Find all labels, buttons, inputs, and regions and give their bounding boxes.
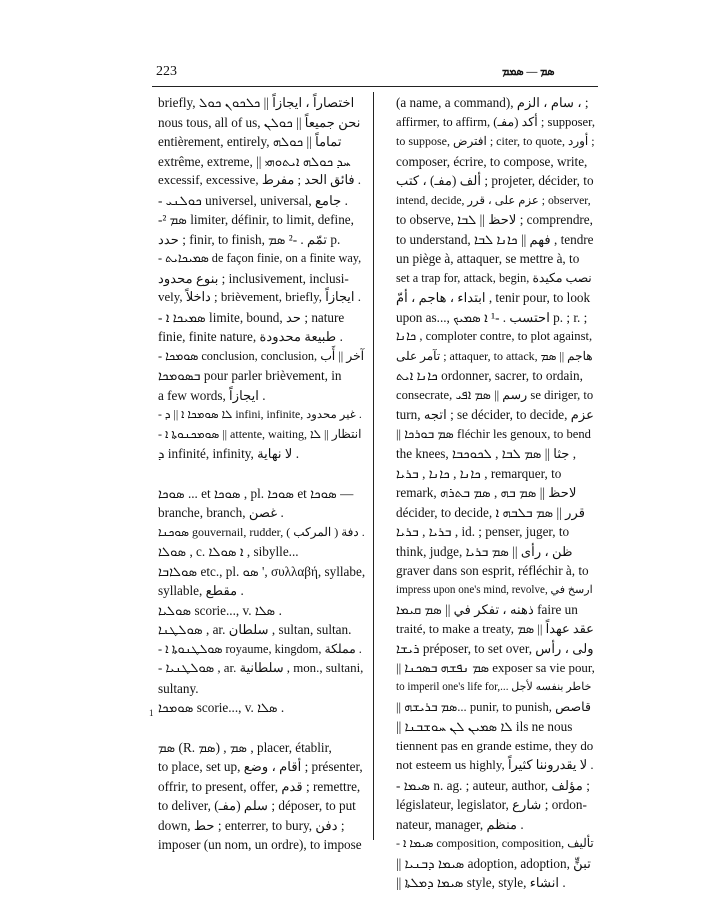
right-line: to understand, فهم || ܟܐܢܐ ܠܒܐ , tendre <box>396 231 594 247</box>
left-line: بنوع محدود ; inclusivement, inclusi- <box>158 270 349 286</box>
running-head: ܣܡ — ܣܡܡ <box>502 66 555 78</box>
right-line: nateur, manager, منظم . <box>396 816 524 832</box>
right-line: ܟܐܢܐ , comploter contre, to plot against, <box>396 329 593 343</box>
right-line: not esteem us highly, لا يقدروننا كثيراً . <box>396 758 594 772</box>
column-divider <box>373 92 374 840</box>
left-line: - ܠܐ ܣܘܡܟܐ ܐ || ܕ infini, infinite, غير محدود . <box>158 408 362 421</box>
entry-gap <box>158 718 364 738</box>
left-line: ܣܘܟܐ ... et ܣܘܟܐ , pl. ܣܘܟܐ et ܣܘܟܐ — <box>158 485 354 501</box>
right-line: || ܣܡ ܒܪܝܫܗ... punir, to punish, قاصص <box>396 699 592 714</box>
right-line: législateur, legislator, شارع ; ordon- <box>396 797 587 812</box>
right-line: impress upon one's mind, revolve, ارسخ في <box>396 583 593 596</box>
right-line: turn, اتجه ; se décider, to decide, عزم <box>396 407 595 422</box>
right-line: ألف (مفـ) ، كتب ; projeter, décider, to <box>396 173 594 188</box>
left-line: حدد ; finir, to finish, تمّم . -² ܣܡ p. <box>158 231 341 247</box>
right-line: ܟܐܢܐ ܐܝܬ ordonner, sacrer, to ordain, <box>396 368 583 383</box>
right-column <box>396 93 594 893</box>
right-line: set a trap for, attack, begin, نصب مكيدة <box>396 270 592 285</box>
right-line: || ܣܝܡܐ ܕܡܠܬܐ style, style, انشاء . <box>396 875 566 890</box>
right-line: - ܣܝܡܐ ܐ composition, composition, تأليف <box>396 836 594 850</box>
right-line: || ܣܝܡܐ ܕܒܢܝܐ adoption, adoption, تبنٍّ <box>396 855 591 871</box>
left-line: - ܣܘܡܟܢܘܬܐ ܐ || attente, waiting, انتظار || ܠܐ <box>158 426 362 441</box>
left-line: extrême, extreme, || ܚܕ ܟܘܠܗ ܐܝܬܘܗܝ <box>158 153 351 169</box>
left-line: branche, branch, غصن . <box>158 505 284 520</box>
left-line: - ܣܘܡܟܐ conclusion, conclusion, آخر || أَب <box>158 348 365 363</box>
right-line: tiennent pas en grande estime, they do <box>396 738 594 753</box>
left-line: offrir, to present, offer, قدم ; remettre, <box>158 778 361 794</box>
left-line: imposer (un nom, un ordre), to impose <box>158 837 362 852</box>
left-line: entièrement, entirely, تماماً || ܟܘܠܗ <box>158 134 342 149</box>
left-line: nous tous, all of us, نحن جميعاً || ܟܘܠܢ <box>158 114 361 130</box>
right-line: ذهنه ، تفكر في || ܣܡ ܩܝܡܐ faire un <box>396 602 578 617</box>
left-line: - ܣܡܝܟܐܝܬ de façon finie, on a finite way, <box>158 251 362 265</box>
left-line: ܣܘܟܢܐ gouvernail, rudder, ( المركب ) دفة . <box>158 524 365 539</box>
right-line: traité, to make a treaty, عقد عهداً || ܣܡ <box>396 621 594 636</box>
left-line: ܣܘܠܝܐ scorie..., v. ܣܠܐ . <box>158 602 282 618</box>
left-line: to deliver, سلم (مفـ) ; déposer, to put <box>158 798 356 813</box>
right-line: composer, écrire, to compose, write, <box>396 153 588 169</box>
right-line: ܟܐܢܐ , ܟܐܢܐ , ܒܪܝܐ , remarquer, to <box>396 465 562 481</box>
header-rule <box>152 86 598 87</box>
right-line: || ܠܐ ܣܡܝܢ ܠܢ ܚܘܫܒܢܐ ils ne nous <box>396 719 573 734</box>
left-line: -² ܣܡ limiter, définir, to limit, define, <box>158 212 354 227</box>
left-line: ܒܣܘܡܟܐ pour parler brièvement, in <box>158 368 342 383</box>
left-line: - ܣܡܝܟܐ ܐ limite, bound, حد ; nature <box>158 309 345 325</box>
right-line: to suppose, افترض ; citer, to quote, أورد ; <box>396 134 595 148</box>
right-line: affirmer, to affirm, أكد (مفـ) ; supposer, <box>396 114 595 129</box>
left-line: vely, داخلاً ; brièvement, briefly, ايجازاً . <box>158 290 361 304</box>
left-line: - ܣܘܠܛܢܝܐ , ar. سلطانية , mon., sultani, <box>158 661 364 675</box>
left-line: ܣܘܡܟܐ scorie..., v. ܣܠܐ . <box>158 700 285 715</box>
right-line: graver dans son esprit, réfléchir à, to <box>396 563 589 578</box>
page-number: 223 <box>156 64 177 79</box>
left-line: briefly, اختصاراً ، ايجازاً || ܟܠܟܘܢ ܟܘܠ <box>158 95 355 110</box>
right-line: - ܣܝܡܐ n. ag. ; auteur, author, مؤلف ; <box>396 777 590 793</box>
right-line: (a name, a command), سام ، الزم ، ; <box>396 95 589 110</box>
right-line: intend, decide, عزم على ، قرر ; observer, <box>396 193 591 207</box>
left-line: down, حط ; enterrer, to bury, دفن ; <box>158 817 345 833</box>
homonym-marker: 1 <box>149 708 154 718</box>
right-line: ܪܝܫܐ préposer, to set over, ولى ، رأس <box>396 641 594 656</box>
right-line: || ܣܡ ܒܘܪܟܐ fléchir les genoux, to bend <box>396 426 591 441</box>
left-line: to place, set up, أقام ، وضع ; présenter, <box>158 759 363 774</box>
right-line: upon as..., احتسب . -¹ ܐ ܣܡܝܟ p. ; r. ; <box>396 309 588 325</box>
left-line: - ܣܘܠܛܢܘܬܐ ܐ royaume, kingdom, مملكة . <box>158 641 362 656</box>
right-line: ابتداء ، هاجم ، أمّ , tenir pour, to look <box>396 290 591 305</box>
left-line: ܣܘܠܐܒܐ etc., pl. ܣܘ ', συλλαβή, syllabe, <box>158 563 366 579</box>
left-line: finie, finite nature, طبيعة محدودة . <box>158 329 343 344</box>
right-line: the knees, جثا || ܣܡ ܠܒܐ , ܠܟܘܟܒܐ , <box>396 446 577 461</box>
right-line: un piège à, attaquer, se mettre à, to <box>396 251 580 266</box>
left-line: syllable, مقطع . <box>158 583 244 598</box>
left-line: excessif, excessive, فائق الحد ; مفرط . <box>158 173 361 187</box>
right-line: to imperil one's life for,... خاطر بنفسه لأجل <box>396 681 592 693</box>
right-line: think, judge, ظن ، رأى || ܣܡ ܒܪܝܐ <box>396 543 573 559</box>
right-line: to observe, لاحظ || ܠܒܐ ; comprendre, <box>396 212 593 227</box>
right-line: ܒܪܝܐ , ܒܪܝܐ , id. ; penser, juger, to <box>396 524 570 539</box>
left-column <box>158 93 364 855</box>
left-line: ܣܘܠܐ , c. ܐ ܣܘܠܐ , sibylle... <box>158 544 299 559</box>
right-line: remark, لاحظ || ܣܡ ܒܗ , ܣܡ ܒܬܪܗ <box>396 485 577 500</box>
left-line: ܕ infinité, infinity, لا نهاية . <box>158 446 299 461</box>
left-line: sultany. <box>158 680 199 696</box>
right-line: تآمر على ; attaquer, to attack, هاجم || ܣܡ <box>396 348 593 363</box>
left-line: - ܟܘܠܢܝ universel, universal, جامع . <box>158 192 348 208</box>
right-line: consecrate, رسم || ܣܡ ܐܦܝ se diriger, to <box>396 387 594 402</box>
left-line: ܣܘܠܛܢܐ , ar. سلطان , sultan, sultan. <box>158 622 352 637</box>
right-line: décider, to decide, قرر || ܣܡ ܒܠܒܗ ܐ <box>396 504 586 520</box>
left-line: ܣܡ (R. ܣܡ) , ܣܡ , placer, établir, <box>158 739 332 755</box>
right-line: || ܣܡ ܢܦܫܗ ܒܣܟܢܐ exposer sa vie pour, <box>396 660 595 675</box>
left-line: a few words, ايجازاً . <box>158 387 266 403</box>
entry-gap <box>158 464 364 484</box>
